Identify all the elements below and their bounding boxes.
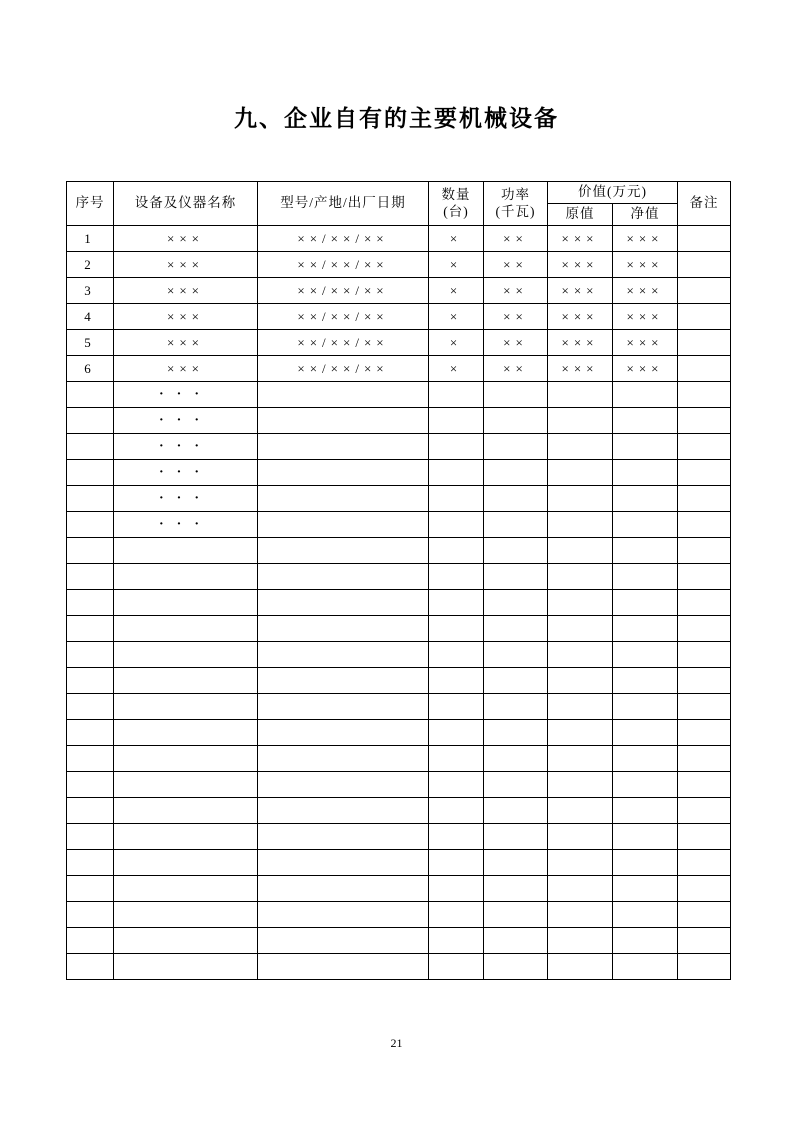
col-header-qty-line2: (台) <box>443 203 469 219</box>
table-row <box>67 408 731 434</box>
cell-qty <box>429 460 484 486</box>
cell-model: ××/××/×× <box>258 226 429 252</box>
cell-net <box>613 434 678 460</box>
cell-qty <box>429 564 484 590</box>
table-row <box>67 954 731 980</box>
cell-net <box>613 850 678 876</box>
cell-qty <box>429 772 484 798</box>
cell-qty: × <box>429 330 484 356</box>
cell-net <box>613 772 678 798</box>
cell-power <box>484 486 548 512</box>
cell-power <box>484 876 548 902</box>
cell-orig: ××× <box>548 304 613 330</box>
cell-net: ××× <box>613 330 678 356</box>
cell-remark <box>678 512 731 538</box>
cell-power <box>484 460 548 486</box>
cell-remark <box>678 954 731 980</box>
cell-remark <box>678 330 731 356</box>
cell-no <box>67 928 114 954</box>
cell-name <box>114 538 258 564</box>
cell-remark <box>678 252 731 278</box>
cell-orig: ××× <box>548 252 613 278</box>
cell-remark <box>678 720 731 746</box>
cell-name: ××× <box>114 278 258 304</box>
cell-model: ××/××/×× <box>258 356 429 382</box>
table-header <box>67 182 731 226</box>
cell-no <box>67 408 114 434</box>
cell-model: ××/××/×× <box>258 278 429 304</box>
cell-remark <box>678 616 731 642</box>
cell-model <box>258 460 429 486</box>
cell-name <box>114 616 258 642</box>
cell-remark <box>678 590 731 616</box>
cell-net <box>613 382 678 408</box>
cell-model <box>258 954 429 980</box>
cell-remark <box>678 382 731 408</box>
cell-name <box>114 590 258 616</box>
cell-name <box>114 850 258 876</box>
cell-remark <box>678 798 731 824</box>
cell-orig <box>548 564 613 590</box>
cell-name <box>114 746 258 772</box>
cell-name: ··· <box>114 512 258 538</box>
cell-no <box>67 850 114 876</box>
cell-power <box>484 772 548 798</box>
table-row <box>67 642 731 668</box>
cell-orig <box>548 902 613 928</box>
cell-no <box>67 772 114 798</box>
table-row <box>67 564 731 590</box>
cell-model <box>258 694 429 720</box>
cell-name: ··· <box>114 382 258 408</box>
cell-model <box>258 382 429 408</box>
cell-power <box>484 408 548 434</box>
cell-net <box>613 564 678 590</box>
cell-power: ×× <box>484 330 548 356</box>
cell-qty: × <box>429 226 484 252</box>
cell-name <box>114 668 258 694</box>
cell-name <box>114 824 258 850</box>
table-row <box>67 356 731 382</box>
cell-remark <box>678 408 731 434</box>
cell-qty <box>429 434 484 460</box>
cell-name: ××× <box>114 330 258 356</box>
col-header-name: 设备及仪器名称 <box>114 182 258 226</box>
cell-orig <box>548 616 613 642</box>
cell-no <box>67 694 114 720</box>
col-header-power-line1: 功率 <box>501 187 530 203</box>
cell-model <box>258 824 429 850</box>
cell-power: ×× <box>484 226 548 252</box>
cell-power <box>484 798 548 824</box>
table-row <box>67 590 731 616</box>
cell-orig <box>548 408 613 434</box>
cell-remark <box>678 642 731 668</box>
table-row <box>67 928 731 954</box>
cell-remark <box>678 486 731 512</box>
cell-power: ×× <box>484 356 548 382</box>
cell-qty <box>429 902 484 928</box>
cell-remark <box>678 226 731 252</box>
cell-no <box>67 512 114 538</box>
cell-net <box>613 954 678 980</box>
cell-model <box>258 798 429 824</box>
cell-model <box>258 564 429 590</box>
cell-name <box>114 564 258 590</box>
cell-model <box>258 668 429 694</box>
table-row <box>67 850 731 876</box>
cell-no <box>67 434 114 460</box>
cell-model <box>258 902 429 928</box>
cell-name <box>114 876 258 902</box>
cell-power <box>484 694 548 720</box>
cell-no: 6 <box>67 356 114 382</box>
cell-qty: × <box>429 278 484 304</box>
cell-orig <box>548 720 613 746</box>
col-header-model: 型号/产地/出厂日期 <box>258 182 429 226</box>
cell-model <box>258 590 429 616</box>
col-header-power <box>484 182 548 226</box>
cell-name: ··· <box>114 486 258 512</box>
cell-name <box>114 694 258 720</box>
cell-qty <box>429 408 484 434</box>
cell-net <box>613 824 678 850</box>
cell-power <box>484 538 548 564</box>
cell-net <box>613 746 678 772</box>
cell-model <box>258 486 429 512</box>
table-row <box>67 330 731 356</box>
cell-orig <box>548 798 613 824</box>
table-row <box>67 512 731 538</box>
cell-remark <box>678 850 731 876</box>
cell-no <box>67 720 114 746</box>
cell-net <box>613 928 678 954</box>
cell-qty <box>429 616 484 642</box>
col-header-power-line2: (千瓦) <box>495 203 536 219</box>
cell-net <box>613 798 678 824</box>
table-row <box>67 668 731 694</box>
page-title: 九、企业自有的主要机械设备 <box>234 105 559 131</box>
cell-net <box>613 694 678 720</box>
equipment-table <box>66 181 731 980</box>
cell-orig <box>548 590 613 616</box>
cell-orig <box>548 928 613 954</box>
cell-name <box>114 642 258 668</box>
cell-power <box>484 616 548 642</box>
cell-net <box>613 876 678 902</box>
cell-net <box>613 668 678 694</box>
table-row <box>67 694 731 720</box>
cell-remark <box>678 538 731 564</box>
cell-remark <box>678 928 731 954</box>
cell-power <box>484 590 548 616</box>
cell-name: ××× <box>114 356 258 382</box>
cell-remark <box>678 564 731 590</box>
cell-orig <box>548 694 613 720</box>
cell-power <box>484 902 548 928</box>
cell-name <box>114 772 258 798</box>
cell-qty <box>429 668 484 694</box>
cell-net <box>613 408 678 434</box>
table-row <box>67 252 731 278</box>
cell-model <box>258 928 429 954</box>
cell-net <box>613 590 678 616</box>
cell-remark <box>678 876 731 902</box>
table-row <box>67 382 731 408</box>
table-body <box>67 226 731 980</box>
cell-qty <box>429 798 484 824</box>
col-header-value-original: 原值 <box>548 204 613 226</box>
cell-no <box>67 746 114 772</box>
cell-net: ××× <box>613 226 678 252</box>
cell-orig <box>548 824 613 850</box>
cell-orig <box>548 772 613 798</box>
table-row <box>67 902 731 928</box>
cell-qty <box>429 720 484 746</box>
cell-model <box>258 512 429 538</box>
cell-no <box>67 564 114 590</box>
cell-qty: × <box>429 356 484 382</box>
cell-remark <box>678 460 731 486</box>
table-row <box>67 538 731 564</box>
cell-power: ×× <box>484 304 548 330</box>
table-row <box>67 616 731 642</box>
table-row <box>67 772 731 798</box>
cell-remark <box>678 902 731 928</box>
cell-model <box>258 746 429 772</box>
cell-remark <box>678 772 731 798</box>
header-row-1 <box>67 182 731 204</box>
cell-no <box>67 486 114 512</box>
table-row <box>67 486 731 512</box>
cell-remark <box>678 434 731 460</box>
table-row <box>67 460 731 486</box>
table-row <box>67 434 731 460</box>
cell-remark <box>678 824 731 850</box>
cell-power <box>484 824 548 850</box>
cell-qty <box>429 642 484 668</box>
cell-orig: ××× <box>548 356 613 382</box>
cell-orig <box>548 538 613 564</box>
cell-remark <box>678 746 731 772</box>
cell-no <box>67 460 114 486</box>
table-row <box>67 278 731 304</box>
col-header-remark: 备注 <box>678 182 731 226</box>
cell-orig <box>548 850 613 876</box>
cell-no <box>67 538 114 564</box>
table-row <box>67 720 731 746</box>
cell-orig <box>548 382 613 408</box>
cell-power: ×× <box>484 252 548 278</box>
col-header-qty <box>429 182 484 226</box>
cell-qty: × <box>429 252 484 278</box>
cell-name: ××× <box>114 226 258 252</box>
cell-orig <box>548 876 613 902</box>
cell-name: ××× <box>114 252 258 278</box>
cell-name: ··· <box>114 460 258 486</box>
cell-model: ××/××/×× <box>258 330 429 356</box>
cell-model <box>258 434 429 460</box>
cell-orig <box>548 746 613 772</box>
cell-orig <box>548 460 613 486</box>
cell-net: ××× <box>613 278 678 304</box>
cell-name <box>114 928 258 954</box>
cell-qty <box>429 382 484 408</box>
col-header-no: 序号 <box>67 182 114 226</box>
cell-no: 4 <box>67 304 114 330</box>
cell-no <box>67 798 114 824</box>
cell-remark <box>678 304 731 330</box>
cell-name <box>114 954 258 980</box>
cell-net <box>613 460 678 486</box>
cell-no: 3 <box>67 278 114 304</box>
cell-no <box>67 876 114 902</box>
table-row <box>67 876 731 902</box>
cell-orig: ××× <box>548 330 613 356</box>
cell-power <box>484 928 548 954</box>
cell-no <box>67 954 114 980</box>
table-row <box>67 746 731 772</box>
table-row <box>67 824 731 850</box>
cell-model: ××/××/×× <box>258 304 429 330</box>
cell-power: ×× <box>484 278 548 304</box>
cell-qty <box>429 538 484 564</box>
cell-power <box>484 954 548 980</box>
cell-orig: ××× <box>548 278 613 304</box>
cell-orig <box>548 434 613 460</box>
cell-qty <box>429 746 484 772</box>
cell-remark <box>678 668 731 694</box>
cell-model <box>258 850 429 876</box>
cell-qty <box>429 928 484 954</box>
cell-no <box>67 616 114 642</box>
cell-name: ××× <box>114 304 258 330</box>
cell-no <box>67 668 114 694</box>
cell-orig <box>548 486 613 512</box>
cell-orig <box>548 512 613 538</box>
cell-power <box>484 850 548 876</box>
cell-no <box>67 382 114 408</box>
col-header-qty-line1: 数量 <box>441 187 471 203</box>
cell-model <box>258 642 429 668</box>
cell-orig <box>548 954 613 980</box>
cell-qty <box>429 512 484 538</box>
table-row <box>67 226 731 252</box>
cell-no <box>67 824 114 850</box>
cell-no: 5 <box>67 330 114 356</box>
cell-name <box>114 902 258 928</box>
cell-power <box>484 382 548 408</box>
cell-qty <box>429 954 484 980</box>
cell-no <box>67 642 114 668</box>
cell-qty <box>429 486 484 512</box>
cell-model <box>258 408 429 434</box>
cell-model <box>258 616 429 642</box>
cell-name: ··· <box>114 408 258 434</box>
cell-net: ××× <box>613 304 678 330</box>
cell-model <box>258 720 429 746</box>
cell-remark <box>678 356 731 382</box>
cell-power <box>484 720 548 746</box>
cell-orig <box>548 668 613 694</box>
cell-net: ××× <box>613 252 678 278</box>
cell-model <box>258 876 429 902</box>
cell-name <box>114 798 258 824</box>
cell-power <box>484 642 548 668</box>
cell-remark <box>678 278 731 304</box>
table-row <box>67 798 731 824</box>
cell-no: 1 <box>67 226 114 252</box>
cell-name: ··· <box>114 434 258 460</box>
cell-remark <box>678 694 731 720</box>
cell-power <box>484 564 548 590</box>
col-header-value-net: 净值 <box>613 204 678 226</box>
cell-model: ××/××/×× <box>258 252 429 278</box>
cell-power <box>484 434 548 460</box>
cell-net <box>613 538 678 564</box>
cell-qty <box>429 694 484 720</box>
cell-power <box>484 512 548 538</box>
cell-no: 2 <box>67 252 114 278</box>
page-number: 21 <box>390 1036 403 1050</box>
cell-name <box>114 720 258 746</box>
cell-model <box>258 538 429 564</box>
cell-qty: × <box>429 304 484 330</box>
cell-model <box>258 772 429 798</box>
cell-no <box>67 590 114 616</box>
col-header-value-group: 价值(万元) <box>548 182 678 204</box>
cell-orig: ××× <box>548 226 613 252</box>
cell-net <box>613 902 678 928</box>
table-row <box>67 304 731 330</box>
cell-net <box>613 642 678 668</box>
cell-qty <box>429 590 484 616</box>
cell-net <box>613 486 678 512</box>
cell-power <box>484 668 548 694</box>
cell-net <box>613 512 678 538</box>
cell-power <box>484 746 548 772</box>
cell-qty <box>429 876 484 902</box>
cell-net: ××× <box>613 356 678 382</box>
cell-no <box>67 902 114 928</box>
cell-net <box>613 616 678 642</box>
cell-orig <box>548 642 613 668</box>
cell-net <box>613 720 678 746</box>
cell-qty <box>429 824 484 850</box>
cell-qty <box>429 850 484 876</box>
